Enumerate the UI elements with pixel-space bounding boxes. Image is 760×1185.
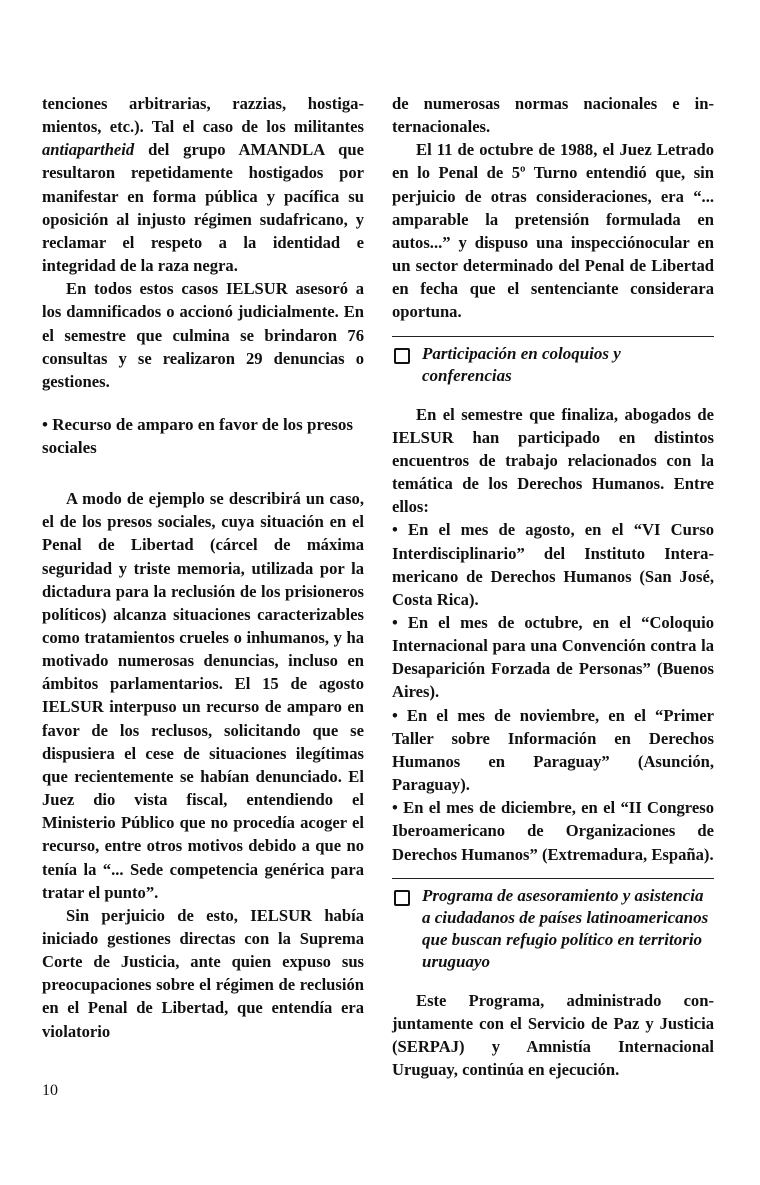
- paragraph: A modo de ejemplo se describirá un caso, el de los presos sociales, cuya situación en el Penal de Libertad (cárcel de máxima seguridad y triste memoria, utilizada por la dictadura para la reclusión de los prisioneros políticos) alcanza situaciones caracterizables como tratamientos crueles o inhumanos, y ha motivado numerosas denuncias, incluso en ámbitos parlamentarios. El 15 de agosto IELSUR interpuso un recurso de amparo en favor de los reclusos, solicitando que se dispusiera el cese de situaciones ilegítimas que recientemente se habían denunciado. El Juez dio vista fiscal, entendiendo el Ministerio Público que no procedía acoger el recurso, entre otros motivos debido a que no tenía la “... Sede competencia genérica para tratar el punto”.: [42, 489, 364, 902]
- section-heading-boxed: [392, 885, 714, 973]
- paragraph: El 11 de octubre de 1988, el Juez Letrado en lo Penal de 5º Turno entendió que, sin perjuicio de otras consideraciones, era “... amparable la pretensión formulada en autos...” y dispuso una inspecciónocular en un sector determinado del Penal de Libertad en fecha que el sentenciante considerara oportuna.: [392, 140, 714, 322]
- paragraph: [42, 92, 364, 277]
- paragraph: Este Programa, administrado conjuntamente con el Servicio de Paz y Justicia (SERPAJ) y Amnistía Internacional Uruguay, continúa en ejecución.: [392, 990, 714, 1080]
- bullet-item: • En el mes de octubre, en el “Coloquio Internacional para una Convención contra la Desaparición Forzada de Personas” (Buenos Aires).: [392, 612, 714, 702]
- section-heading: • Recurso de amparo en favor de los presos sociales: [42, 415, 353, 458]
- divider: [392, 336, 714, 337]
- section-heading-boxed: [392, 343, 714, 387]
- section-heading-text: Participación en coloquios y conferencias: [422, 343, 621, 385]
- paragraph: de numerosas normas nacionales e internacionales.: [392, 94, 714, 137]
- paragraph: En todos estos casos IELSUR asesoró a los damnificados o accionó judicialmente. En el semestre que culmina se brindaron 76 consultas y se realizaron 29 denuncias o gestiones.: [42, 279, 364, 391]
- paragraph-text-part: tenciones arbitrarias, razzias, hostigamientos, etc.). Tal el caso de los militantes: [42, 94, 364, 137]
- divider: [392, 878, 714, 879]
- bullet-item: • En el mes de noviembre, en el “Primer Taller sobre Información en Derechos Humanos en Paraguay” (Asunción, Paraguay).: [392, 705, 714, 795]
- section-heading-text: Programa de asesoramiento y asistencia a ciudadanos de países latinoamericanos que buscan refugio político en territorio uruguayo: [422, 885, 709, 971]
- paragraph: En el semestre que finaliza, abogados de IELSUR han participado en distintos encuentros de trabajo relacionados con la temática de los Derechos Humanos. Entre ellos:: [392, 404, 714, 517]
- checkbox-square-icon: [394, 348, 410, 364]
- left-column: [42, 92, 364, 1043]
- page-number: 10: [42, 1082, 58, 1099]
- emphasized-term: antiapartheid: [42, 140, 135, 160]
- bullet-item: • En el mes de agosto, en el “VI Curso Interdisciplinario” del Instituto Interamericano de Derechos Humanos (San José, Costa Rica).: [392, 520, 714, 609]
- bullet-item: • En el mes de diciembre, en el “II Congreso Iberoamericano de Organizaciones de Derechos Humanos” (Extremadura, España).: [392, 798, 714, 864]
- paragraph-text-part: del grupo AMANDLA que resultaron repetidamente hostigados por manifestar en forma pública y pacífica su oposición al injusto régimen sudafricano, y reclamar el respeto a la identidad e integridad de la raza negra.: [42, 140, 364, 276]
- right-column: [392, 92, 714, 1081]
- paragraph: Sin perjuicio de esto, IELSUR había iniciado gestiones directas con la Suprema Corte de Justicia, ante quien expuso sus preocupaciones sobre el régimen de reclusión en el Penal de Libertad, que entendía era violatorio: [42, 905, 364, 1041]
- checkbox-square-icon: [394, 890, 410, 906]
